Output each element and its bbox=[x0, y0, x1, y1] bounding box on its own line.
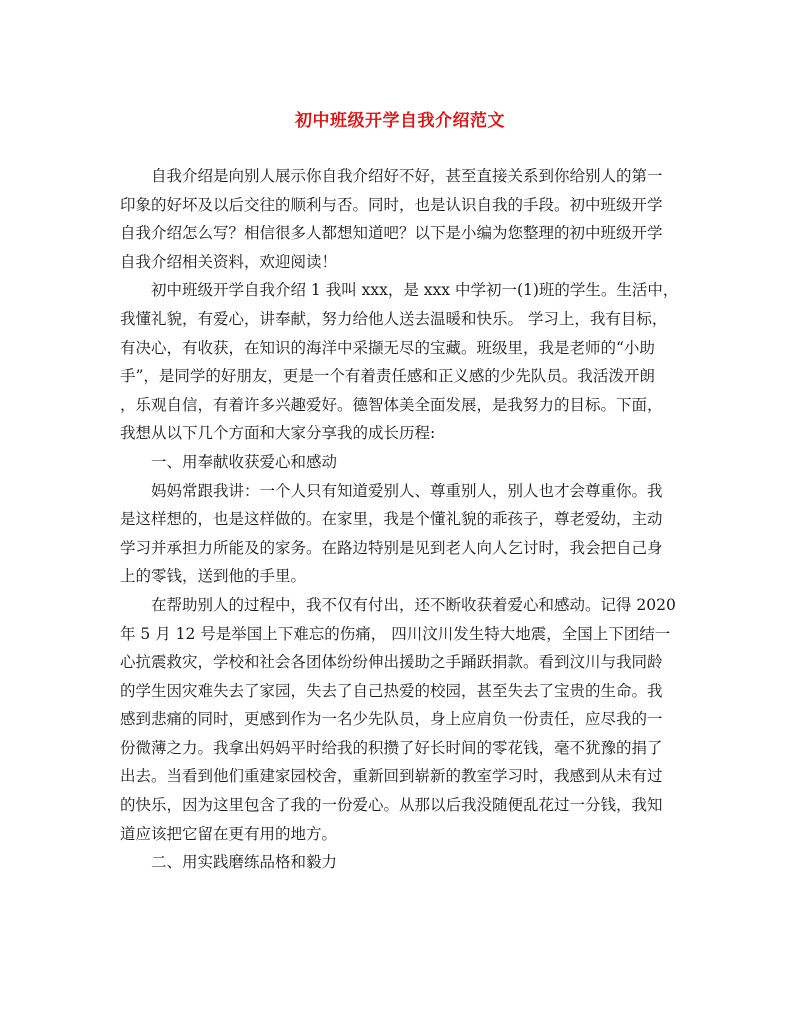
paragraph-line: 印象的好坏及以后交往的顺利与否。同时，也是认识自我的手段。初中班级开学 bbox=[120, 195, 663, 214]
paragraph-line: 我想从以下几个方面和大家分享我的成长历程: bbox=[120, 424, 436, 443]
paragraph-line: 学习并承担力所能及的家务。在路边特别是见到老人向人乞讨时，我会把自己身 bbox=[120, 538, 663, 557]
section-heading: 一、用奉献收获爱心和感动 bbox=[151, 452, 338, 471]
paragraph-line: 感到悲痛的同时，更感到作为一名少先队员，身上应肩负一份责任，应尽我的一 bbox=[120, 710, 663, 729]
paragraph-line: 上的零钱，送到他的手里。 bbox=[120, 567, 307, 586]
paragraph-line: 在帮助别人的过程中，我不仅有付出，还不断收获着爱心和感动。记得 2020 bbox=[151, 595, 676, 614]
paragraph-line: 的学生因灾难失去了家园，失去了自己热爱的校园，甚至失去了宝贵的生命。我 bbox=[120, 681, 663, 700]
paragraph-line: 年 5 月 12 号是举国上下难忘的伤痛， 四川汶川发生特大地震，全国上下团结一 bbox=[120, 624, 671, 643]
paragraph-line: 份微薄之力。我拿出妈妈平时给我的积攒了好长时间的零花钱，毫不犹豫的捐了 bbox=[120, 738, 663, 757]
paragraph-line: 我懂礼貌，有爱心，讲奉献，努力给他人送去温暖和快乐。 学习上，我有目标， bbox=[120, 309, 668, 328]
paragraph-line: 的快乐，因为这里包含了我的一份爱心。从那以后我没随便乱花过一分钱，我知 bbox=[120, 796, 663, 815]
paragraph-line: 自我介绍相关资料，欢迎阅读！ bbox=[120, 252, 338, 271]
paragraph-line: 有决心，有收获，在知识的海洋中采撷无尽的宝藏。班级里，我是老师的“小助 bbox=[120, 338, 655, 357]
paragraph-line: 是这样想的，也是这样做的。在家里，我是个懂礼貌的乖孩子，尊老爱幼，主动 bbox=[120, 510, 663, 529]
section-heading: 二、用实践磨练品格和毅力 bbox=[151, 853, 338, 872]
paragraph-line: 手”，是同学的好朋友，更是一个有着责任感和正义感的少先队员。我活泼开朗 bbox=[120, 367, 655, 386]
paragraph-line: 道应该把它留在更有用的地方。 bbox=[120, 824, 338, 843]
paragraph-line: 妈妈常跟我讲：一个人只有知道爱别人、尊重别人，别人也才会尊重你。我 bbox=[151, 481, 663, 500]
paragraph-line: 自我介绍怎么写？相信很多人都想知道吧？以下是小编为您整理的初中班级开学 bbox=[120, 224, 663, 243]
paragraph-line: 自我介绍是向别人展示你自我介绍好不好，甚至直接关系到你给别人的第一 bbox=[151, 167, 663, 185]
paragraph-line: ，乐观自信，有着许多兴趣爱好。德智体美全面发展，是我努力的目标。下面， bbox=[120, 395, 663, 414]
paragraph-line: 初中班级开学自我介绍 1 我叫 xxx，是 xxx 中学初一(1)班的学生。生活中， bbox=[151, 281, 679, 300]
paragraph-line: 出去。当看到他们重建家园校舍，重新回到崭新的教室学习时，我感到从未有过 bbox=[120, 767, 663, 786]
document-title: 初中班级开学自我介绍范文 bbox=[295, 111, 505, 131]
document-body bbox=[120, 162, 680, 877]
paragraph-line: 心抗震救灾，学校和社会各团体纷纷伸出援助之手踊跃捐款。看到汶川与我同龄 bbox=[120, 653, 663, 672]
